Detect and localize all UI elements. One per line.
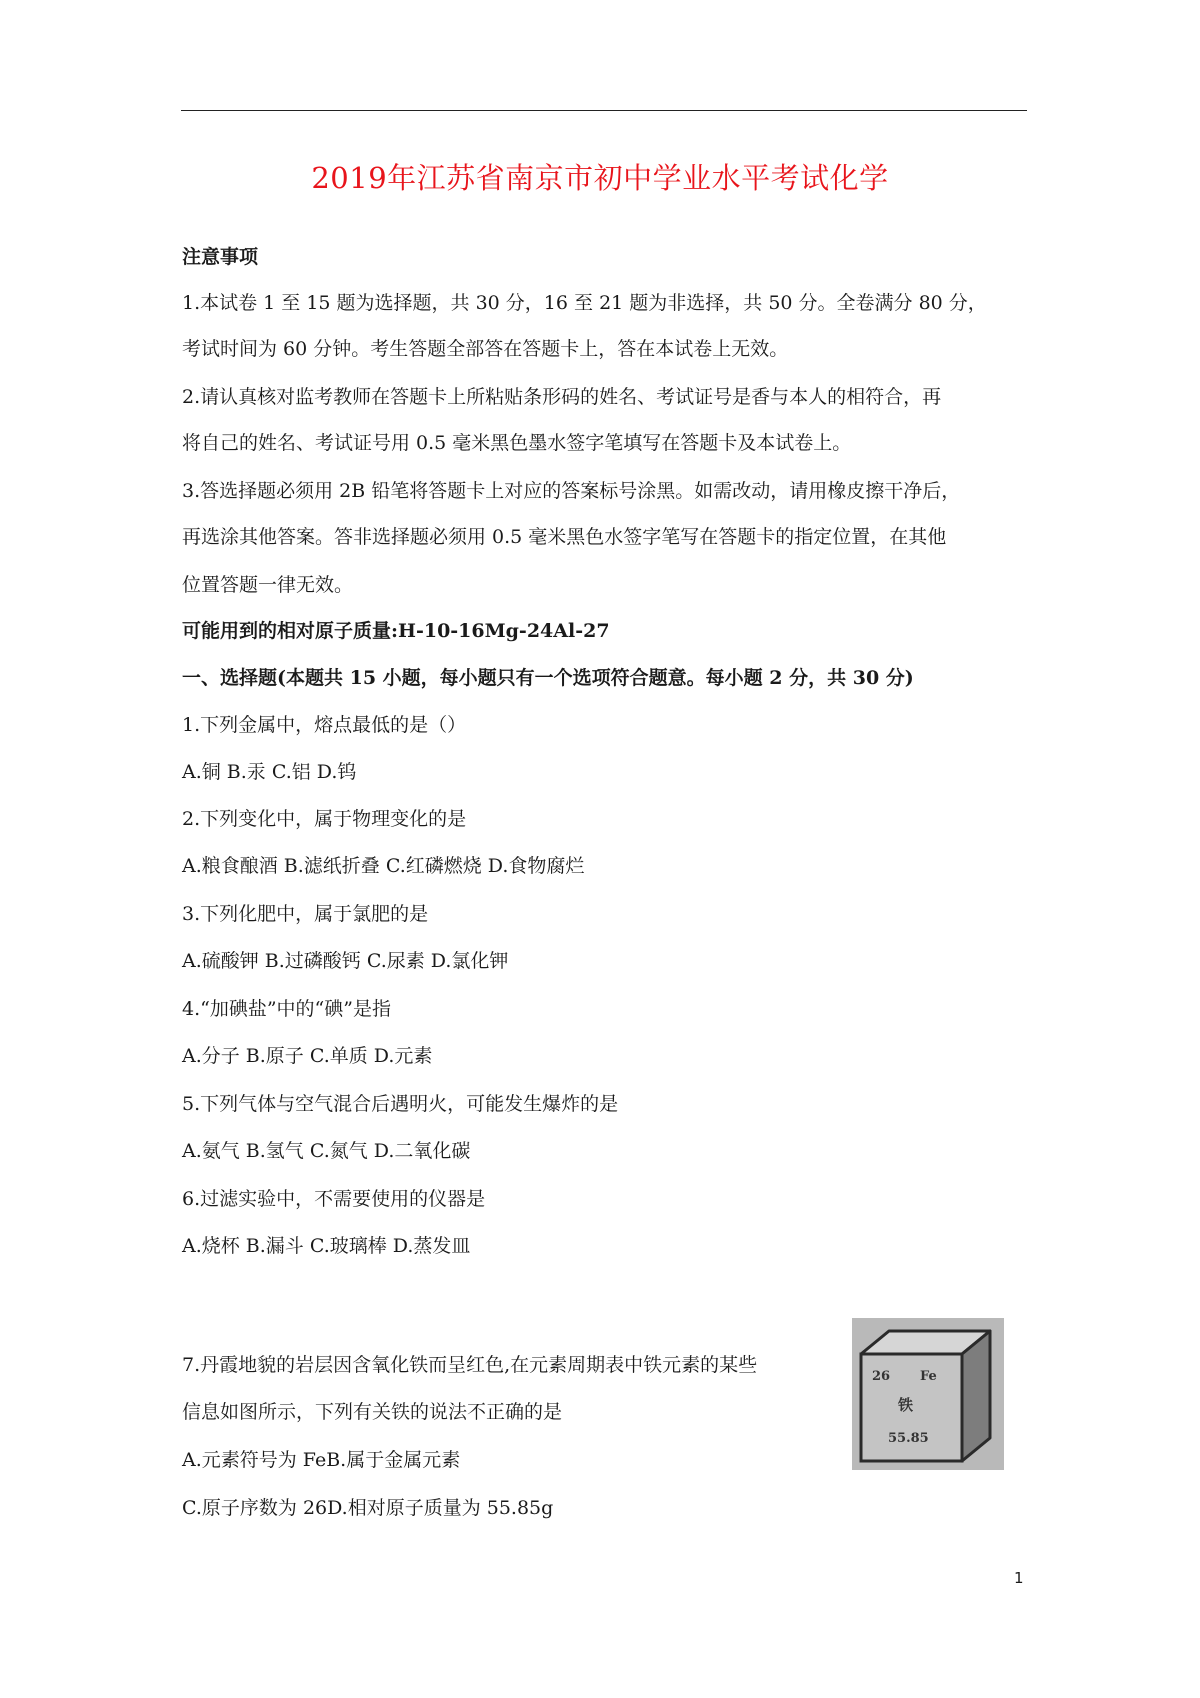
section-heading: 一、选择题(本题共 15 小题，每小题只有一个选项符合题意。每小题 2 分，共 30 分) <box>182 667 914 689</box>
question-stem: 7.丹霞地貌的岩层因含氧化铁而呈红色,在元素周期表中铁元素的某些 <box>182 1354 758 1376</box>
question-options: A.氨气 B.氢气 C.氮气 D.二氧化碳 <box>182 1140 471 1162</box>
element-symbol: Fe <box>920 1369 937 1384</box>
question-stem: 3.下列化肥中，属于氯肥的是 <box>182 903 429 925</box>
exam-title: 2019年江苏省南京市初中学业水平考试化学 <box>311 161 889 195</box>
notice-line: 3.答选择题必须用 2B 铅笔将答题卡上对应的答案标号涂黑。如需改动，请用橡皮擦干净后， <box>182 480 961 502</box>
notice-line: 考试时间为 60 分钟。考生答题全部答在答题卡上，答在本试卷上无效。 <box>182 338 789 360</box>
question-options: A.分子 B.原子 C.单质 D.元素 <box>182 1045 433 1067</box>
notice-line: 1.本试卷 1 至 15 题为选择题，共 30 分，16 至 21 题为非选择，共 50 分。全卷满分 80 分， <box>182 292 987 314</box>
question-options: C.原子序数为 26D.相对原子质量为 55.85g <box>182 1497 554 1519</box>
question-options: A.粮食酿酒 B.滤纸折叠 C.红磷燃烧 D.食物腐烂 <box>182 855 585 877</box>
atomic-mass: 55.85 <box>888 1431 929 1446</box>
question-options: A.元素符号为 FeB.属于金属元素 <box>182 1449 461 1471</box>
element-cube-figure <box>852 1318 1004 1470</box>
question-stem: 信息如图所示，下列有关铁的说法不正确的是 <box>182 1401 563 1423</box>
question-options: A.铜 B.汞 C.铝 D.钨 <box>182 761 357 783</box>
element-name: 铁 <box>898 1396 914 1414</box>
question-options: A.硫酸钾 B.过磷酸钙 C.尿素 D.氯化钾 <box>182 950 509 972</box>
atomic-masses: 可能用到的相对原子质量:H-10-16Mg-24Al-27 <box>182 620 610 642</box>
notice-line: 2.请认真核对监考教师在答题卡上所粘贴条形码的姓名、考试证号是香与本人的相符合，再 <box>182 386 942 408</box>
question-stem: 5.下列气体与空气混合后遇明火，可能发生爆炸的是 <box>182 1093 619 1115</box>
header-rule <box>181 110 1027 111</box>
question-stem: 4.“加碘盐”中的“碘”是指 <box>182 998 391 1020</box>
question-stem: 1.下列金属中，熔点最低的是（） <box>182 714 467 736</box>
question-stem: 6.过滤实验中，不需要使用的仪器是 <box>182 1188 486 1210</box>
atomic-number: 26 <box>872 1369 891 1384</box>
cube-side-face <box>962 1331 990 1461</box>
question-stem: 2.下列变化中，属于物理变化的是 <box>182 808 467 830</box>
notice-line: 再选涂其他答案。答非选择题必须用 0.5 毫米黑色水签字笔写在答题卡的指定位置，在其他 <box>182 526 947 548</box>
question-options: A.烧杯 B.漏斗 C.玻璃棒 D.蒸发皿 <box>182 1235 471 1257</box>
page-number: 1 <box>1014 1569 1024 1587</box>
notice-line: 将自己的姓名、考试证号用 0.5 毫米黑色墨水签字笔填写在答题卡及本试卷上。 <box>182 432 852 454</box>
notice-line: 位置答题一律无效。 <box>182 574 354 596</box>
notice-heading: 注意事项 <box>182 246 259 268</box>
